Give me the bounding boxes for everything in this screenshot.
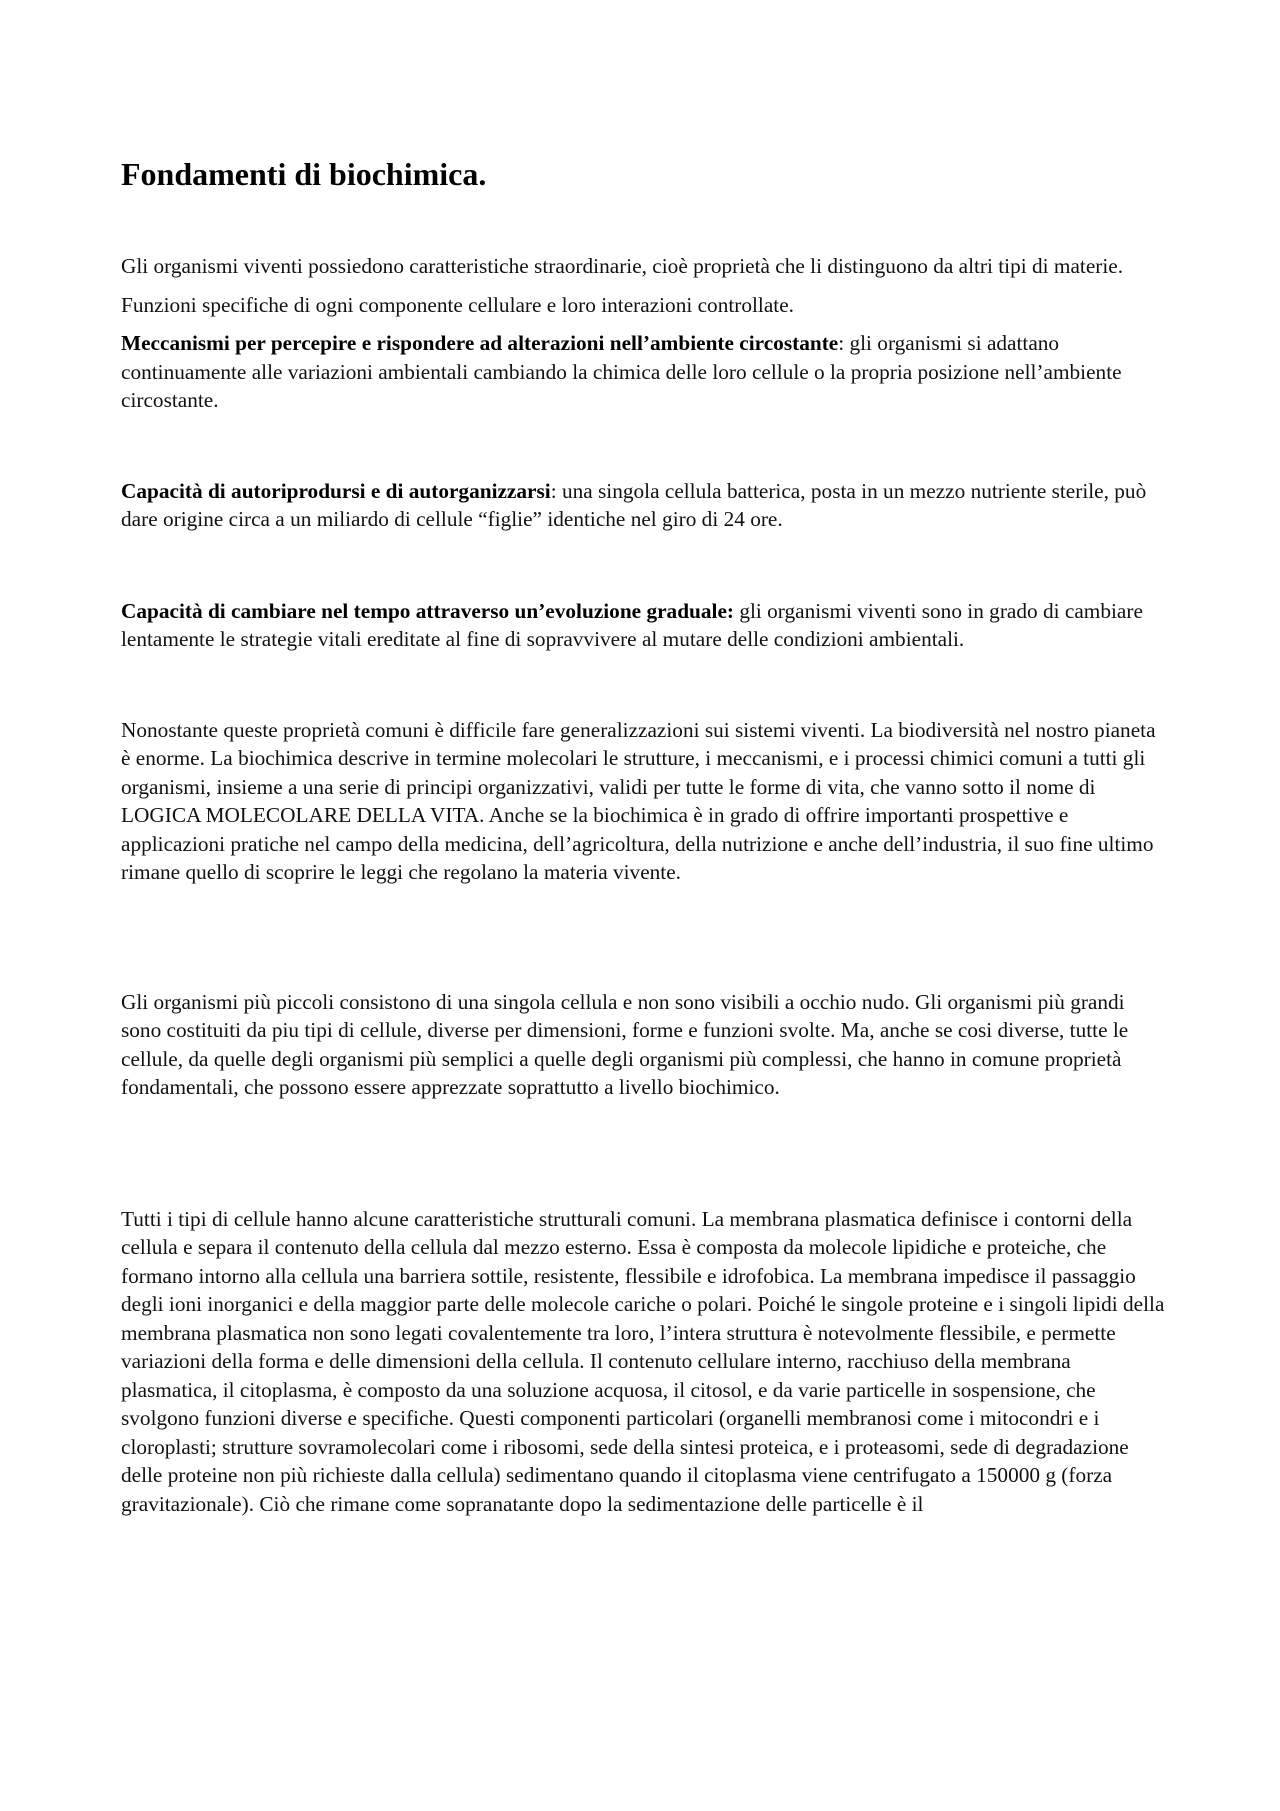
paragraph-funzioni-specifiche: Funzioni specifiche di ogni componente cellulare e loro interazioni controllate. — [121, 292, 794, 317]
paragraph-organismi-piccoli: Gli organismi più piccoli consistono di una singola cellula e non sono visibili a occhio nudo. Gli organismi più grandi sono costituiti da piu tipi di cellule, diverse per dimensioni, forme e funzioni svolte. Ma, anche se cosi diverse, tutte le cellule, da quelle degli organismi più semplici a quelle degli organismi più complessi, che hanno in comune proprietà fondamentali, che possono essere apprezzate soprattutto a livello biochimico. — [121, 989, 1129, 1099]
paragraph-biodiversita: Nonostante queste proprietà comuni è difficile fare generalizzazioni sui sistemi viventi. La biodiversità nel nostro pianeta è enorme. La biochimica descrive in termine molecolari le strutture, i meccanismi, e i processi chimici comuni a tutti gli organismi, insieme a una serie di principi organizzativi, validi per tutte le forme di vita, che vanno sotto il nome di LOGICA MOLECOLARE DELLA VITA. Anche se la biochimica è in grado di offrire importanti prospettive e applicazioni pratiche nel campo della medicina, dell’agricoltura, della nutrizione e anche dell’industria, il suo fine ultimo rimane quello di scoprire le leggi che regolano la materia vivente. — [121, 717, 1156, 884]
paragraph-organismi-viventi: Gli organismi viventi possiedono caratteristiche straordinarie, cioè proprietà che li distinguono da altri tipi di materie. — [121, 254, 1124, 278]
paragraph-evoluzione — [121, 597, 1166, 654]
paragraph-text-autoriprodursi: : una singola cellula batterica, posta in un mezzo nutriente sterile, può dare origine circa a un miliardo di cellule “figlie” identiche nel giro di 24 ore. — [121, 478, 1147, 531]
paragraph-text-meccanismi: : gli organismi si adattano continuamente alle variazioni ambientali cambiando la chimica delle loro cellule o la propria posizione nell’ambiente circostante. — [121, 331, 1122, 412]
paragraph-meccanismi — [121, 329, 1166, 415]
paragraph-heading-evoluzione: Capacità di cambiare nel tempo attraverso un’evoluzione graduale: — [121, 598, 735, 623]
paragraph-heading-meccanismi: Meccanismi per percepire e rispondere ad alterazioni nell’ambiente circostante — [121, 331, 839, 355]
document-body — [121, 150, 1166, 1518]
paragraph-membrana-plasmatica: Tutti i tipi di cellule hanno alcune caratteristiche strutturali comuni. La membrana plasmatica definisce i contorni della cellula e separa il contenuto della cellula dal mezzo esterno. Essa è composta da molecole lipidiche e proteiche, che formano intorno alla cellula una barriera sottile, resistente, flessibile e idrofobica. La membrana impedisce il passaggio degli ioni inorganici e della maggior parte delle molecole cariche o polari. Poiché le singole proteine e i singoli lipidi della membrana plasmatica non sono legati covalentemente tra loro, l’intera struttura è notevolmente flessibile, e permette variazioni della forma e delle dimensioni della cellula. Il contenuto cellulare interno, racchiuso della membrana plasmatica, il citoplasma, è composto da una soluzione acquosa, il citosol, e da varie particelle in sospensione, che svolgono funzioni diverse e specifiche. Questi componenti particolari (organelli membranosi come i mitocondri e i cloroplasti; strutture sovramolecolari come i ribosomi, sede della sintesi proteica, e i proteasomi, sede di degradazione delle proteine non più richieste dalla cellula) sedimentano quando il citoplasma viene centrifugato a 150000 g (forza gravitazionale). Ciò che rimane come sopranatante dopo la sedimentazione delle particelle è il — [121, 1206, 1165, 1516]
document-title: Fondamenti di biochimica. — [121, 156, 487, 192]
paragraph-heading-autoriprodursi: Capacità di autoriprodursi e di autorganizzarsi — [121, 478, 551, 503]
paragraph-autoriprodursi — [121, 477, 1166, 534]
paragraph-text-evoluzione: gli organismi viventi sono in grado di cambiare lentamente le strategie vitali ereditate al fine di sopravvivere al mutare delle condizioni ambientali. — [121, 598, 1143, 651]
